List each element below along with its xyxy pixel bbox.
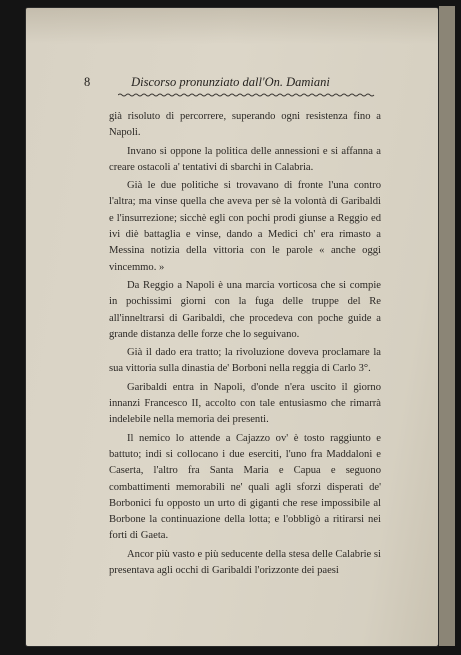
body-text — [109, 109, 381, 581]
paragraph: Invano si oppone la politica delle annessioni e si affanna a creare ostacoli a' tentativi di sbarchi in Calabria. — [109, 145, 381, 173]
paragraph: Da Reggio a Napoli è una marcia vorticosa che si compie in pochissimi giorni con la fuga delle truppe del Re all'inneltrarsi di Garibaldi, che procedeva con poche guide a grande distanza delle forze che lo seguivano. — [109, 279, 381, 340]
page-header — [84, 75, 384, 90]
decorative-wavy-rule — [118, 93, 376, 97]
paragraph: Già le due politiche si trovavano di fronte l'una contro l'altra; ma vinse quella che aveva per sè la volontà di Garibaldi e l'insurrezione; sicchè egli con pochi prodi giunse a Reggio ed ivi diè battaglia e vinse, dando a Medici ch' era rimasto a Messina notizia della vittoria con le parole « anche oggi vincemmo. » — [109, 180, 381, 273]
page-stain — [26, 8, 438, 44]
paragraph: Ancor più vasto e più seducente della stesa delle Calabrie si presentava agli occhi di Garibaldi l'orizzonte dei paesi — [109, 548, 381, 577]
paragraph: già risoluto di percorrere, superando ogni resistenza fino a Napoli. — [109, 111, 381, 139]
paragraph: Già il dado era tratto; la rivoluzione doveva proclamare la sua vittoria sulla dinastia de' Borboni nella reggia di Carlo 3°. — [109, 347, 381, 375]
paragraph: Il nemico lo attende a Cajazzo ov' è tosto raggiunto e battuto; indi si collocano i due eserciti, l'uno fra Maddaloni e Caserta, l'altro fra Santa Maria e Capua e seguono combattimenti memorabili ne' quali agli sforzi disperati de' Borbonici fu opposto un urto di giganti che rese impossibile al Borbone la continuazione della lotta; e l'obbligò a ritirarsi nei forti di Gaeta. — [109, 432, 381, 542]
page-number: 8 — [84, 75, 91, 89]
paragraph: Garibaldi entra in Napoli, d'onde n'era uscito il giorno innanzi Francesco II, accolto con tale entusiasmo che rimarrà indelebile nella memoria dei presenti. — [109, 381, 381, 426]
page-edge-shadow — [439, 6, 455, 646]
running-title: Discorso pronunziato dall'On. Damiani — [131, 75, 330, 89]
